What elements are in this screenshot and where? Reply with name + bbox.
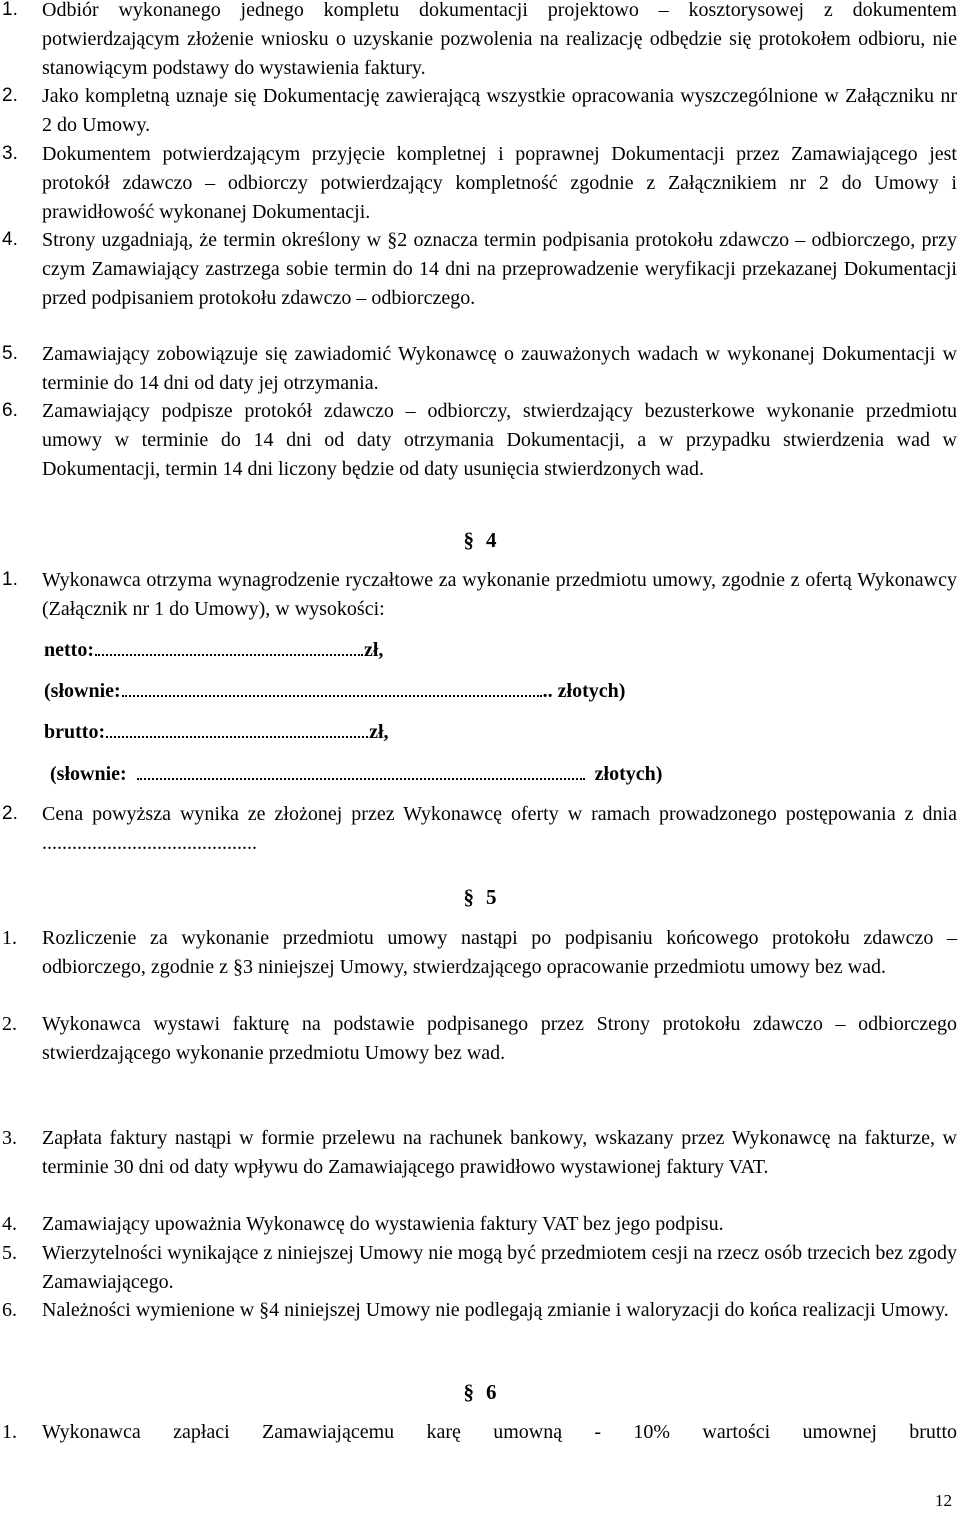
section-heading-5 bbox=[0, 883, 960, 911]
section-symbol: § bbox=[463, 1380, 474, 1404]
fill-in-line bbox=[106, 730, 368, 738]
item-text: Wykonawca wystawi fakturę na podstawie podpisanego przez Strony protokołu zdawczo – odbiorczego stwierdzającego wykonanie przedmiotu Umowy bez wad. bbox=[42, 1013, 957, 1064]
list-item bbox=[2, 800, 957, 858]
list-item bbox=[2, 1210, 957, 1239]
item-number: 1. bbox=[2, 1421, 17, 1443]
item-text: Odbiór wykonanego jednego kompletu dokumentacji projektowo – kosztorysowej z dokumentem potwierdzającym złożenie wniosku o uzyskanie pozwolenia na realizację odbędzie się protokołem odbioru, nie stanowiącym podstawy do wystawienia faktury. bbox=[42, 0, 957, 79]
item-number: 2. bbox=[2, 803, 18, 824]
item-text: Rozliczenie za wykonanie przedmiotu umowy nastąpi po podpisaniu końcowego protokołu zdawczo – odbiorczego, zgodnie z §3 niniejszej Umowy, stwierdzającego opracowanie przedmiotu umowy bez wad. bbox=[42, 927, 957, 978]
list-item bbox=[2, 1010, 957, 1068]
item-text: Zamawiający podpisze protokół zdawczo – odbiorczy, stwierdzający bezusterkowe wykonanie przedmiotu umowy w terminie do 14 dni od daty otrzymania Dokumentacji, a w przypadku stwierdzenia wad w Dokumentacji, termin 14 dni liczony będzie od daty usunięcia stwierdzonych wad. bbox=[42, 400, 957, 480]
netto-suffix: zł, bbox=[363, 639, 384, 661]
list-item bbox=[2, 0, 957, 82]
item-number: 5. bbox=[2, 343, 18, 364]
brutto-suffix: zł, bbox=[369, 721, 389, 743]
item-text: Zapłata faktury nastąpi w formie przelewu na rachunek bankowy, wskazany przez Wykonawcę na fakturze, w terminie 30 dni od daty wpływu do Zamawiającego prawidłowo wystawionej faktury VAT. bbox=[42, 1127, 957, 1178]
item-text: Zamawiający upoważnia Wykonawcę do wystawienia faktury VAT bez jego podpisu. bbox=[42, 1213, 724, 1235]
page-number: 12 bbox=[935, 1491, 952, 1510]
slownie-suffix: złotych) bbox=[594, 763, 663, 785]
netto-label: netto: bbox=[44, 639, 94, 661]
list-item bbox=[2, 226, 957, 312]
list-item bbox=[2, 1418, 957, 1447]
amount-slownie-1 bbox=[44, 677, 625, 705]
item-number: 1. bbox=[2, 0, 18, 20]
slownie-label: (słownie: bbox=[44, 680, 121, 702]
item-text: Zamawiający zobowiązuje się zawiadomić Wykonawcę o zauważonych wadach w wykonanej Dokumentacji w terminie do 14 dni od daty jej otrzymania. bbox=[42, 343, 957, 394]
slownie-suffix: .. złotych) bbox=[542, 680, 626, 702]
item-number: 5. bbox=[2, 1242, 17, 1264]
section-symbol: § bbox=[463, 885, 474, 909]
list-item bbox=[2, 397, 957, 483]
list-item bbox=[2, 1296, 957, 1325]
list-item bbox=[2, 140, 957, 226]
list-item bbox=[2, 1124, 957, 1182]
list-item bbox=[2, 566, 957, 624]
item-text: Dokumentem potwierdzającym przyjęcie kompletnej i poprawnej Dokumentacji przez Zamawiającego jest protokół zdawczo – odbiorczy potwierdzający kompletność zgodnie z Załącznikiem nr 2 do Umowy i prawidłowość wykonanej Dokumentacji. bbox=[42, 143, 957, 223]
item-number: 6. bbox=[2, 400, 18, 421]
item-number: 1. bbox=[2, 569, 18, 590]
section-heading-4 bbox=[0, 526, 960, 554]
amount-brutto bbox=[44, 718, 389, 746]
item-text: Strony uzgadniają, że termin określony w §2 oznacza termin podpisania protokołu zdawczo – odbiorczego, przy czym Zamawiający zastrzega sobie termin do 14 dni na przeprowadzenie weryfikacji przekazanej Dokumentacji przed podpisaniem protokołu zdawczo – odbiorczego. bbox=[42, 229, 957, 309]
fill-in-line bbox=[95, 648, 363, 656]
item-number: 1. bbox=[2, 927, 17, 949]
item-number: 3. bbox=[2, 143, 18, 164]
item-text: Wierzytelności wynikające z niniejszej Umowy nie mogą być przedmiotem cesji na rzecz osób trzecich bez zgody Zamawiającego. bbox=[42, 1242, 957, 1293]
fill-in-line bbox=[137, 772, 585, 780]
list-item bbox=[2, 924, 957, 982]
item-text: Cena powyższa wynika ze złożonej przez Wykonawcę oferty w ramach prowadzonego postępowania z dnia ........................................... bbox=[42, 803, 957, 854]
amount-netto bbox=[44, 636, 383, 664]
item-number: 3. bbox=[2, 1127, 17, 1149]
list-item bbox=[2, 340, 957, 398]
item-number: 6. bbox=[2, 1299, 17, 1321]
item-number: 2. bbox=[2, 85, 18, 106]
list-item bbox=[2, 82, 957, 140]
list-item bbox=[2, 1239, 957, 1297]
section-heading-6 bbox=[0, 1378, 960, 1406]
section-number: 5 bbox=[486, 885, 497, 909]
section-symbol: § bbox=[463, 528, 474, 552]
section-number: 4 bbox=[486, 528, 497, 552]
item-text: Należności wymienione w §4 niniejszej Umowy nie podlegają zmianie i waloryzacji do końca realizacji Umowy. bbox=[42, 1299, 949, 1321]
item-number: 4. bbox=[2, 229, 18, 250]
brutto-label: brutto: bbox=[44, 721, 106, 743]
item-number: 4. bbox=[2, 1213, 17, 1235]
item-number: 2. bbox=[2, 1013, 17, 1035]
slownie-label: (słownie: bbox=[50, 763, 127, 785]
fill-in-line bbox=[122, 689, 542, 697]
item-text: Wykonawca otrzyma wynagrodzenie ryczałtowe za wykonanie przedmiotu umowy, zgodnie z ofertą Wykonawcy (Załącznik nr 1 do Umowy), w wysokości: bbox=[42, 569, 957, 620]
amount-slownie-2 bbox=[50, 760, 662, 788]
section-number: 6 bbox=[486, 1380, 497, 1404]
item-text: Wykonawca zapłaci Zamawiającemu karę umowną - 10% wartości umownej brutto bbox=[42, 1421, 957, 1443]
item-text: Jako kompletną uznaje się Dokumentację zawierającą wszystkie opracowania wyszczególnione w Załączniku nr 2 do Umowy. bbox=[42, 85, 957, 136]
